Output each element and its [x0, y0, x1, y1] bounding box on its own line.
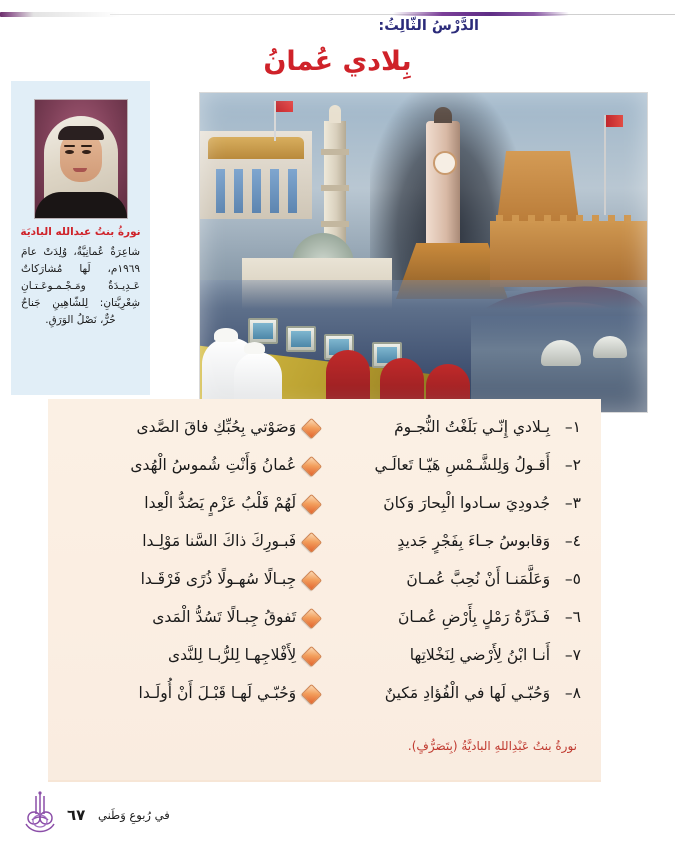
verse-row [62, 485, 587, 523]
collage-fort-wall [490, 221, 647, 287]
portrait-shoulders [35, 192, 127, 218]
verse-text-second: فَبـورِكَ ذاكَ السَّنا مَوْلِـدا [142, 532, 297, 551]
verse-text-second: لِأَفْلاجِهـا لِلرُّبـا لِلنَّدى [168, 646, 297, 665]
fort-crenellation [528, 215, 535, 223]
lesson-label: الدَّرْسُ الثّالِثُ: [378, 18, 479, 34]
fort-crenellation [544, 215, 551, 223]
verse-text-second: وَصَوْتي بِحُبِّكِ فاقَ الصَّدى [136, 418, 297, 437]
palace-column [270, 169, 279, 213]
minaret-band [321, 185, 349, 191]
verse-row [62, 447, 587, 485]
poem-attribution: نورةُ بنتُ عَبْدِاللهِ الباديَّةُ (بِتَصَرُّفٍ). [407, 739, 577, 753]
minaret-band [321, 149, 349, 155]
minaret-tip [329, 105, 341, 123]
portrait-brow-left [64, 145, 75, 147]
verse-row [62, 409, 587, 447]
verse-number: ٢– [564, 456, 581, 475]
verse-text-second: وَحُبّـي لَهـا قَبْـلَ أَنْ أُولَـدا [138, 684, 297, 703]
diamond-bullet-icon [301, 645, 322, 666]
page-title: بِلادي عُمانُ [263, 46, 412, 78]
diamond-bullet-icon [301, 455, 322, 476]
fort-crenellation [592, 215, 599, 223]
verse-first-hemistich [327, 610, 587, 626]
fort-crenellation [608, 215, 615, 223]
office-monitor [286, 326, 316, 352]
hero-collage-image [200, 93, 647, 412]
verse-text-first: وَعَلَّمَنـا أَنْ نُحِبَّ عُمـانَ [406, 570, 551, 589]
verse-number: ٣– [564, 494, 581, 513]
diamond-bullet-icon [301, 531, 322, 552]
verse-first-hemistich [327, 458, 587, 474]
verse-number: ١– [564, 418, 581, 437]
verse-row [62, 599, 587, 637]
verse-text-first: بِـلادي إِنّـي بَلَغْتُ النُّجـومَ [394, 418, 551, 437]
diamond-bullet-icon [301, 493, 322, 514]
palace-column [252, 169, 261, 213]
verse-number: ٨– [564, 684, 581, 703]
verse-first-hemistich [327, 496, 587, 512]
diamond-bullet-icon [301, 417, 322, 438]
fort-crenellation [624, 215, 631, 223]
minaret-band [321, 221, 349, 227]
diamond-bullet-icon [301, 683, 322, 704]
verse-text-first: جُدودِيَ سـادوا الْبِحارَ وَكانَ [383, 494, 551, 513]
verse-text-first: أَقـولُ وَلِلشَّـمْسِ هَيّـا تَعالَـي [374, 456, 551, 475]
monitor-screen [291, 331, 311, 347]
verse-first-hemistich [327, 648, 587, 664]
verse-row [62, 523, 587, 561]
verse-text-second: جِبـالًا سُهـولًا ذُرًى فَرْقَـدا [140, 570, 297, 589]
collage-omani-flag-right [606, 115, 623, 127]
verse-number: ٥– [564, 570, 581, 589]
portrait-brow-right [81, 145, 92, 147]
palace-column [288, 169, 297, 213]
clock-tower-cap [434, 107, 452, 123]
verse-first-hemistich [327, 420, 587, 436]
verse-text-second: تَفوقُ جِبـالًا تَسُدُّ الْمَدى [152, 608, 297, 627]
portrait-mouth [73, 168, 87, 172]
fort-crenellation [576, 215, 583, 223]
verse-text-first: وَقابوسُ جـاءَ بِفَجْرٍ جَديدٍ [397, 532, 551, 551]
verse-number: ٤– [564, 532, 581, 551]
verse-first-hemistich [327, 686, 587, 702]
verse-first-hemistich [327, 572, 587, 588]
office-worker-cap [214, 328, 238, 342]
rule-purple-swoosh [393, 12, 569, 16]
book-title-footer: في رُبوعِ وَطَني [98, 808, 170, 822]
author-name: نورةُ بنتُ عبدالله الباديَة [20, 226, 141, 238]
verse-text-first: وَحُبّـي لَها في الْفُؤادِ مَكينٌ [384, 684, 551, 703]
portrait-eye-left [65, 150, 74, 154]
page-number: ٦٧ [67, 806, 86, 824]
footer-divider [48, 780, 601, 782]
palace-column [234, 169, 243, 213]
verse-list [48, 409, 601, 713]
collage-omani-flag-left [276, 101, 293, 112]
palace-column [216, 169, 225, 213]
monitor-screen [253, 323, 273, 339]
verse-first-hemistich [327, 534, 587, 550]
verse-text-first: أَنـا ابْنُ لِأَرْضي لِنَخْلاتِها [409, 646, 551, 665]
diamond-bullet-icon [301, 569, 322, 590]
verse-number: ٦– [564, 608, 581, 627]
verse-row [62, 675, 587, 713]
collage-flagpole-right [604, 115, 606, 215]
poem-panel [48, 399, 601, 782]
verse-row [62, 637, 587, 675]
verse-row [62, 561, 587, 599]
verse-text-first: فَـذَرَّةُ رَمْلٍ بِأَرْضِ عُمـانَ [397, 608, 551, 627]
author-bio-card [11, 81, 150, 395]
verse-text-second: لَهُمْ قَلْبُ عَزْمٍ يَصُدُّ الْعِدا [144, 494, 297, 513]
portrait-hairband [58, 126, 104, 140]
collage-palace [200, 131, 312, 219]
author-biography: شاعِرَةٌ عُمانِيَّةٌ، وُلِدَتْ عامَ ١٩٦٩م، لَها مُشارَكاتٌ عَـدِيـدَةٌ ومَـجْـمـوعَـتـانِ شِعْرِيَّتانِ: لِلشّاهِينِ جَناحٌ حُرٌّ، نَصْلُ الوَرَقِ. [21, 245, 140, 326]
top-decorative-rule [0, 11, 675, 18]
fort-crenellation [512, 215, 519, 223]
calligraphic-ornament-icon [20, 790, 60, 836]
portrait-eye-right [82, 150, 91, 154]
verse-number: ٧– [564, 646, 581, 665]
office-monitor [248, 318, 278, 344]
palace-roof [208, 137, 304, 159]
office-worker-cap [244, 342, 265, 354]
diamond-bullet-icon [301, 607, 322, 628]
verse-text-second: عُمانُ وَأَنْتِ شُموسُ الْهُدى [130, 456, 297, 475]
fort-crenellation [560, 215, 567, 223]
author-portrait-photo [34, 99, 128, 219]
collage-fort-tower [496, 151, 580, 229]
fort-crenellation [496, 215, 503, 223]
rule-grey-segment [0, 12, 120, 17]
clock-face [433, 151, 457, 175]
